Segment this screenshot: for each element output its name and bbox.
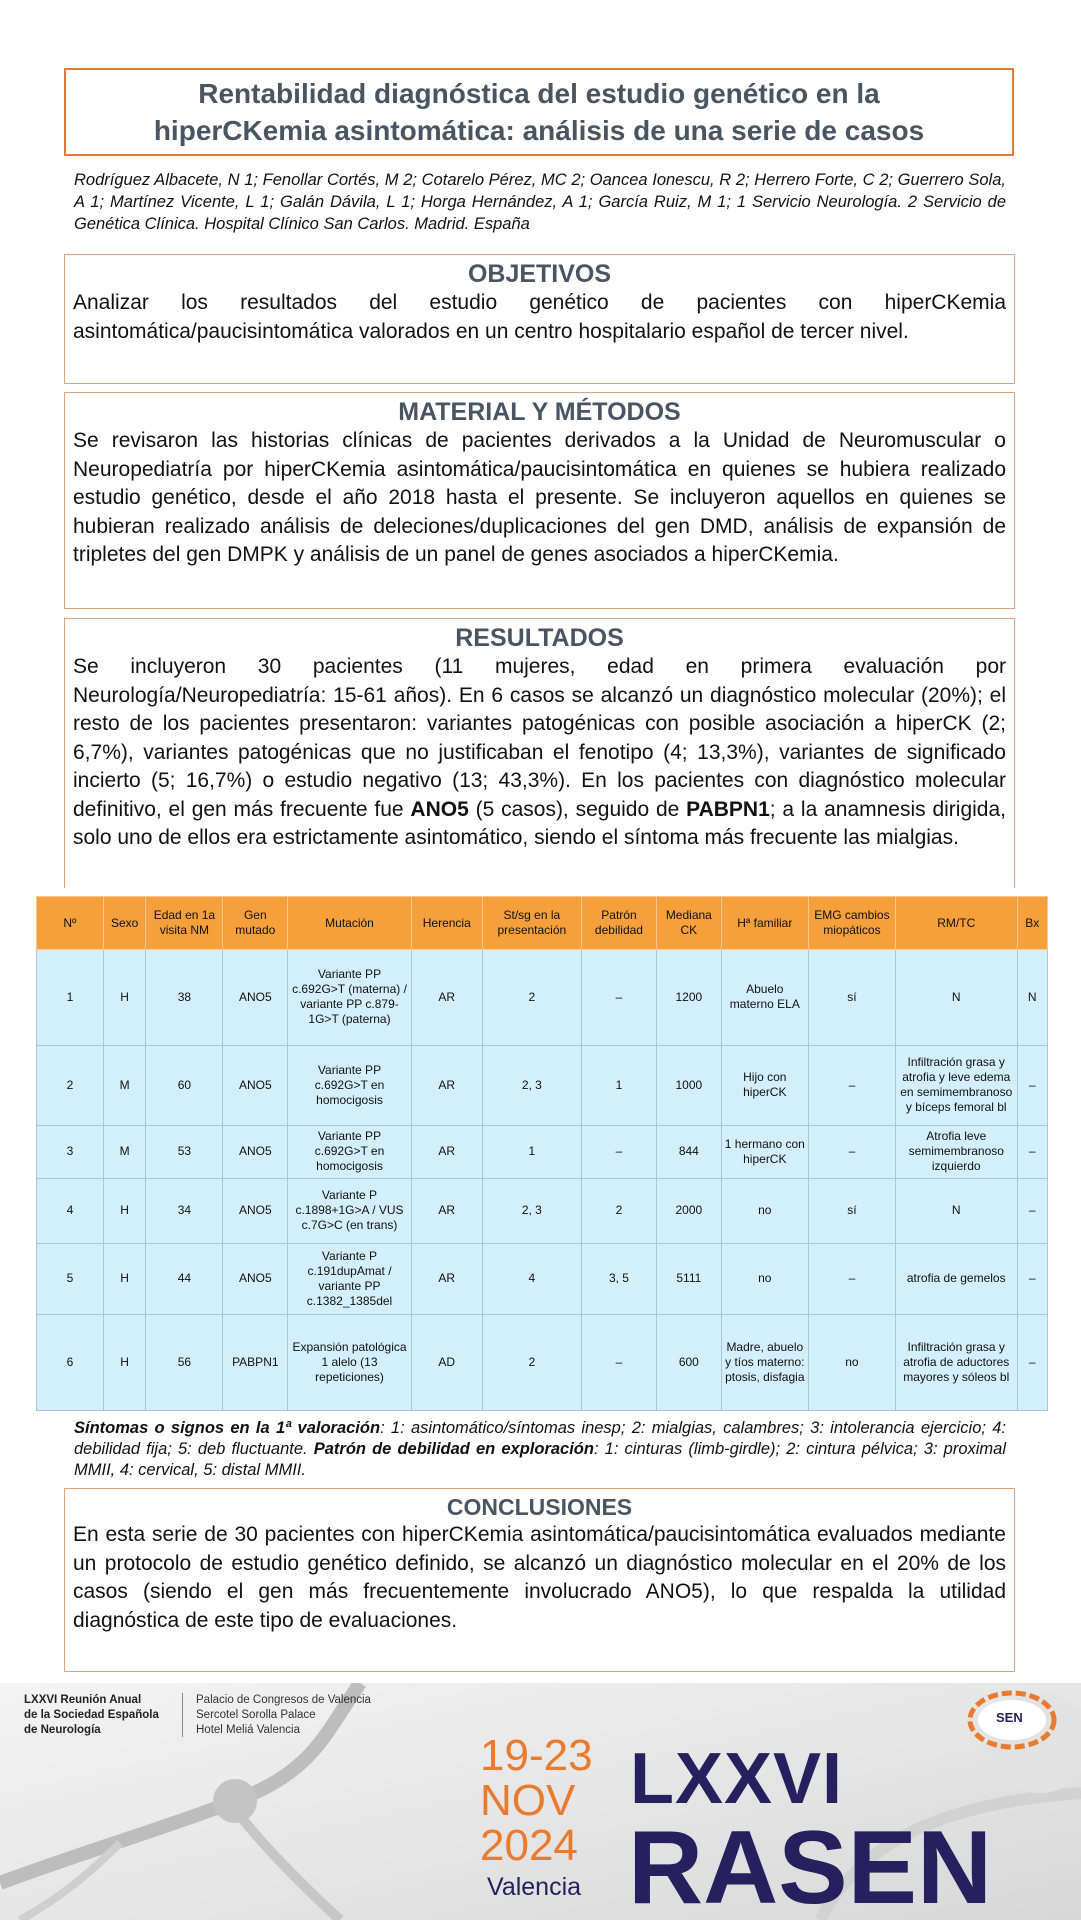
material-heading: MATERIAL Y MÉTODOS — [398, 398, 681, 426]
section-material — [64, 392, 1015, 609]
table-cell: 2, 3 — [482, 1179, 581, 1243]
table-row — [37, 1045, 1048, 1125]
table-cell: – — [581, 1315, 656, 1411]
table-cell: H — [103, 1315, 146, 1411]
meeting-name-line-2: de la Sociedad Española — [24, 1709, 159, 1721]
table-cell: ANO5 — [223, 1045, 288, 1125]
section-resultados — [64, 618, 1015, 888]
table-header-cell: Gen mutado — [223, 897, 288, 950]
material-text: Se revisaron las historias clínicas de pacientes derivados a la Unidad de Neuromuscular o Neuropediatría por hiperCKemia asintomática/paucisintomática en quienes se hubiera realizado estudio genético, desde el año 2018 hasta el presente. Se incluyeron aquellos en quienes se hubieran realizado análisis de deleciones/duplicaciones del gen DMD, análisis de expansión de tripletes del gen DMPK y análisis de un panel de genes asociados a hiperCKemia. — [73, 429, 1006, 566]
table-header-cell: Herencia — [411, 897, 482, 950]
table-cell: 38 — [146, 950, 223, 1046]
legend-text-2: : 1: cinturas (limb-girdle); 2: cintura pélvica; 3: proximal MMII, 4: cervical, 5: distal MMII. — [74, 1440, 1006, 1479]
table-row — [37, 1315, 1048, 1411]
table-cell: 5 — [37, 1243, 104, 1314]
table-cell: AR — [411, 950, 482, 1046]
table-header-cell: Patrón debilidad — [581, 897, 656, 950]
table-cell: ANO5 — [223, 950, 288, 1046]
table-cell: 4 — [37, 1179, 104, 1243]
table-cell: Hijo con hiperCK — [721, 1045, 808, 1125]
resultados-text-b: (5 casos), seguido de — [468, 797, 687, 821]
conclusiones-heading: CONCLUSIONES — [446, 1494, 633, 1520]
table-cell: 53 — [146, 1125, 223, 1179]
table-header-cell: St/sg en la presentación — [482, 897, 581, 950]
meeting-name-line-3: de Neurología — [24, 1724, 101, 1736]
venue-3: Hotel Meliá Valencia — [196, 1724, 300, 1736]
table-cell: Variante P c.191dupAmat / variante PP c.1382_1385del — [288, 1243, 412, 1314]
table-cell: Infiltración grasa y atrofia y leve edema en semimembranoso y bíceps femoral bl — [895, 1045, 1017, 1125]
resultados-text — [73, 653, 1006, 853]
table-cell: 60 — [146, 1045, 223, 1125]
table-cell: – — [1017, 1243, 1047, 1314]
objetivos-heading: OBJETIVOS — [467, 260, 612, 288]
table-row — [37, 1125, 1048, 1179]
table-cell: ANO5 — [223, 1179, 288, 1243]
meeting-name — [24, 1693, 159, 1738]
footer-divider — [182, 1693, 183, 1737]
table-cell: Abuelo materno ELA — [721, 950, 808, 1046]
event-dates — [480, 1733, 593, 1868]
table-header-cell: Bx — [1017, 897, 1047, 950]
resultados-heading: RESULTADOS — [455, 624, 624, 652]
table-header-row — [37, 897, 1048, 950]
table-cell: 844 — [656, 1125, 721, 1179]
table-cell: 2 — [37, 1045, 104, 1125]
section-conclusiones — [64, 1488, 1015, 1672]
table-header-cell: EMG cambios miopáticos — [808, 897, 895, 950]
table-cell: 3 — [37, 1125, 104, 1179]
table-cell: N — [895, 950, 1017, 1046]
legend-text-1: : 1: asintomático/síntomas inesp; 2: mialgias, calambres; 3: intolerancia ejercicio; 4: debilidad fija; 5: deb fluctuante. — [74, 1419, 1006, 1458]
table-cell: no — [721, 1243, 808, 1314]
table-header-cell: RM/TC — [895, 897, 1017, 950]
congress-footer — [0, 1683, 1081, 1920]
table-cell: N — [895, 1179, 1017, 1243]
venues — [196, 1693, 371, 1738]
table-cell: 1200 — [656, 950, 721, 1046]
authors: Rodríguez Albacete, N 1; Fenollar Cortés, M 2; Cotarelo Pérez, MC 2; Oancea Ionescu, R 2; Herrero Forte, C 2; Guerrero Sola, A 1; Martínez Vicente, L 1; Galán Dávila, L 1; Horga Hernández, A 1; García Ruiz, M 1; 1 Servicio Neurología. 2 Servicio de Genética Clínica. Hospital Clínico San Carlos. Madrid. España — [74, 171, 1006, 233]
table-row — [37, 1179, 1048, 1243]
table-cell: – — [808, 1125, 895, 1179]
table-cell: AR — [411, 1243, 482, 1314]
table-header-cell: Sexo — [103, 897, 146, 950]
table-legend — [74, 1418, 1006, 1481]
table-cell: M — [103, 1045, 146, 1125]
resultados-bold-pabpn1: PABPN1 — [686, 797, 770, 821]
table-cell: – — [581, 1125, 656, 1179]
table-cell: 4 — [482, 1243, 581, 1314]
table-cell: 3, 5 — [581, 1243, 656, 1314]
event-name: RASEN — [628, 1810, 993, 1920]
table-cell: PABPN1 — [223, 1315, 288, 1411]
table-cell: 1 — [482, 1125, 581, 1179]
event-month: NOV — [480, 1776, 576, 1825]
table-cell: AD — [411, 1315, 482, 1411]
table-cell: 2 — [482, 1315, 581, 1411]
venue-2: Sercotel Sorolla Palace — [196, 1709, 316, 1721]
event-year: 2024 — [480, 1821, 578, 1870]
table-cell: M — [103, 1125, 146, 1179]
table-cell: – — [808, 1045, 895, 1125]
conclusiones-text: En esta serie de 30 pacientes con hiperCKemia asintomática/paucisintomática evaluados mediante un protocolo de estudio genético definido, se alcanzó un diagnóstico molecular en el 20% de los casos (siendo el gen más frecuentemente involucrado ANO5), lo que respalda la utilidad diagnóstica de este tipo de evaluaciones. — [73, 1523, 1006, 1632]
table-cell: Variante P c.1898+1G>A / VUS c.7G>C (en trans) — [288, 1179, 412, 1243]
table-cell: Variante PP c.692G>T (materna) / variante PP c.879-1G>T (paterna) — [288, 950, 412, 1046]
table-cell: 34 — [146, 1179, 223, 1243]
table-cell: atrofia de gemelos — [895, 1243, 1017, 1314]
table-cell: – — [1017, 1179, 1047, 1243]
venue-1: Palacio de Congresos de Valencia — [196, 1694, 371, 1706]
table-cell: ANO5 — [223, 1243, 288, 1314]
legend-bold-1: Síntomas o signos en la 1ª valoración — [74, 1419, 381, 1437]
poster-title — [64, 68, 1014, 156]
table-cell: Atrofia leve semimembranoso izquierdo — [895, 1125, 1017, 1179]
table-cell: 2 — [581, 1179, 656, 1243]
resultados-text-c: ; a la anamnesis dirigida, solo uno de ellos era estrictamente asintomático, siendo el síntoma más frecuente las mialgias. — [73, 797, 1006, 849]
table-cell: 1 hermano con hiperCK — [721, 1125, 808, 1179]
section-objetivos — [64, 254, 1015, 384]
table-cell: 1000 — [656, 1045, 721, 1125]
resultados-text-a: Se incluyeron 30 pacientes (11 mujeres, edad en primera evaluación por Neurología/Neuropediatría: 15-61 años). En 6 casos se alcanzó un diagnóstico molecular (20%); el resto de los pacientes presentaron: variantes patogénicas con posible asociación a hiperCK (2; 6,7%), variantes patogénicas que no justificaban el fenotipo (4; 13,3%), variantes de significado incierto (5; 16,7%) o estudio negativo (13; 43,3%). En los pacientes con diagnóstico molecular definitivo, el gen más frecuente fue — [73, 655, 1006, 821]
table-cell: 5111 — [656, 1243, 721, 1314]
table-cell: ANO5 — [223, 1125, 288, 1179]
table-header-cell: Mutación — [288, 897, 412, 950]
meeting-name-line-1: LXXVI Reunión Anual — [24, 1694, 142, 1706]
table-cell: – — [1017, 1045, 1047, 1125]
table-cell: 56 — [146, 1315, 223, 1411]
table-cell: H — [103, 1179, 146, 1243]
results-table — [36, 896, 1048, 1411]
title-line-1: Rentabilidad diagnóstica del estudio genético en la — [198, 78, 880, 109]
table-cell: 44 — [146, 1243, 223, 1314]
table-row — [37, 950, 1048, 1046]
table-cell: – — [808, 1243, 895, 1314]
table-cell: – — [1017, 1315, 1047, 1411]
table-cell: AR — [411, 1045, 482, 1125]
event-days: 19-23 — [480, 1731, 593, 1780]
table-cell: Madre, abuelo y tíos materno: ptosis, disfagia — [721, 1315, 808, 1411]
table-header-cell: Hª familiar — [721, 897, 808, 950]
event-edition: LXXVI — [630, 1739, 844, 1819]
table-cell: N — [1017, 950, 1047, 1046]
table-cell: Variante PP c.692G>T en homocigosis — [288, 1045, 412, 1125]
table-cell: 1 — [37, 950, 104, 1046]
table-cell: Variante PP c.692G>T en homocigosis — [288, 1125, 412, 1179]
table-cell: 6 — [37, 1315, 104, 1411]
table-cell: 2 — [482, 950, 581, 1046]
table-cell: 600 — [656, 1315, 721, 1411]
table-cell: – — [581, 950, 656, 1046]
objetivos-text: Analizar los resultados del estudio genético de pacientes con hiperCKemia asintomática/paucisintomática valorados en un centro hospitalario español de tercer nivel. — [73, 291, 1006, 343]
table-row — [37, 1243, 1048, 1314]
table-cell: Expansión patológica 1 alelo (13 repeticiones) — [288, 1315, 412, 1411]
table-header-cell: Mediana CK — [656, 897, 721, 950]
table-cell: sí — [808, 950, 895, 1046]
table-cell: H — [103, 950, 146, 1046]
table-cell: no — [721, 1179, 808, 1243]
table-header-cell: Nº — [37, 897, 104, 950]
resultados-bold-ano5: ANO5 — [410, 797, 469, 821]
table-cell: 2000 — [656, 1179, 721, 1243]
table-cell: H — [103, 1243, 146, 1314]
table-cell: AR — [411, 1125, 482, 1179]
table-cell: no — [808, 1315, 895, 1411]
table-cell: Infiltración grasa y atrofia de aductores mayores y sóleos bl — [895, 1315, 1017, 1411]
sen-logo-text: SEN — [996, 1710, 1023, 1725]
title-line-2: hiperCKemia asintomática: análisis de una serie de casos — [153, 115, 925, 146]
table-cell: AR — [411, 1179, 482, 1243]
table-cell: 2, 3 — [482, 1045, 581, 1125]
table-cell: – — [1017, 1125, 1047, 1179]
table-cell: sí — [808, 1179, 895, 1243]
table-cell: 1 — [581, 1045, 656, 1125]
table-header-cell: Edad en 1a visita NM — [146, 897, 223, 950]
legend-bold-2: Patrón de debilidad en exploración — [313, 1440, 594, 1458]
event-city: Valencia — [487, 1873, 582, 1901]
